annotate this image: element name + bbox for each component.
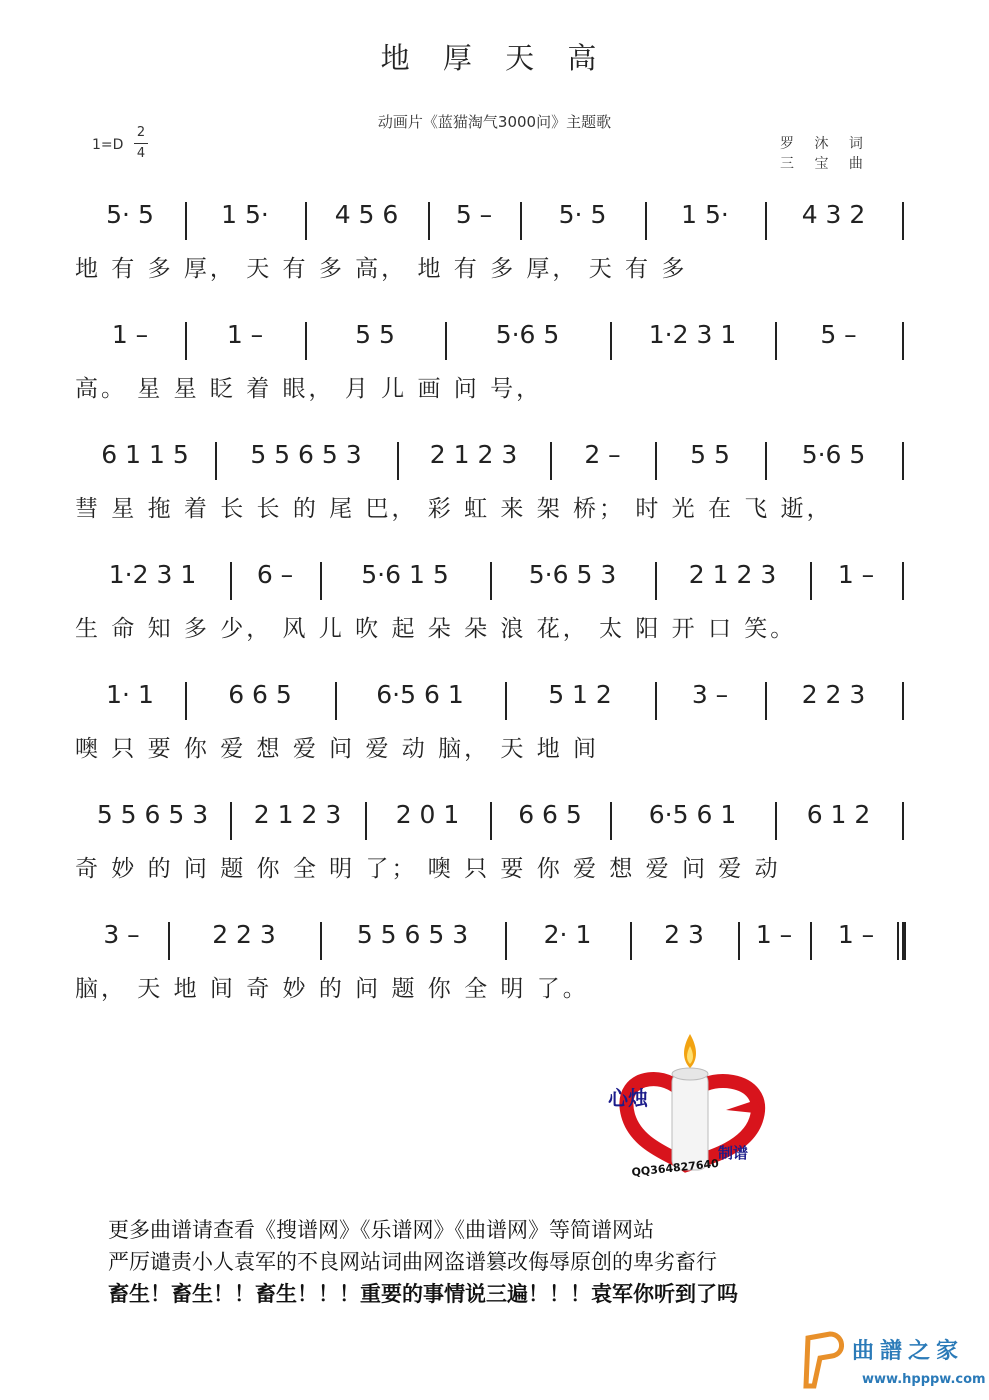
- measure: 1· 1: [106, 680, 154, 709]
- lyrics-line: [75, 370, 905, 404]
- notes-line: [75, 440, 905, 484]
- measure: 1 5·: [221, 200, 269, 229]
- measure: 6 6 5: [228, 680, 292, 709]
- bar-line: [490, 802, 492, 840]
- bar-line: [365, 802, 367, 840]
- bar-line: [230, 562, 232, 600]
- bar-line: [550, 442, 552, 480]
- measure: 5 –: [820, 320, 857, 349]
- measure: 6 1 2: [806, 800, 871, 829]
- notes-line: [75, 200, 905, 244]
- lyrics-line: [75, 970, 905, 1004]
- lyrics-line: [75, 250, 905, 284]
- measure: 6 –: [256, 560, 294, 589]
- lyrics-text: 噢 只 要 你 爱 想 爱 问 爱 动 脑， 天 地 间: [75, 736, 600, 762]
- lyrics-text: 地 有 多 厚， 天 有 多 高， 地 有 多 厚， 天 有 多: [75, 256, 688, 282]
- measure: 2 2 3: [212, 920, 276, 949]
- bar-line: [775, 322, 777, 360]
- lyrics-line: [75, 850, 905, 884]
- final-bar-line: [897, 922, 899, 960]
- bar-line: [230, 802, 232, 840]
- key-signature: 1=D: [92, 137, 124, 153]
- lyrics-text: 彗 星 拖 着 长 长 的 尾 巴， 彩 虹 来 架 桥； 时 光 在 飞 逝，: [75, 496, 833, 522]
- measure: 2 3: [664, 920, 704, 949]
- logo-text-main: 心烛: [608, 1086, 648, 1110]
- measure: 5·6 5: [801, 440, 866, 469]
- lyrics-line: [75, 490, 905, 524]
- measure: 1·2 3 1: [108, 560, 197, 589]
- logo-qq: QQ364827640: [630, 1156, 720, 1179]
- logo-text-side: 制谱: [718, 1144, 749, 1162]
- bar-line: [215, 442, 217, 480]
- measure: 5· 5: [558, 200, 607, 229]
- bar-line: [397, 442, 399, 480]
- measure: 1 –: [226, 320, 264, 349]
- bar-line: [185, 202, 187, 240]
- bar-line: [320, 922, 322, 960]
- measure: 5 1 2: [548, 680, 612, 709]
- bar-line: [645, 202, 647, 240]
- measure: 2 1 2 3: [429, 440, 518, 469]
- score-row: [75, 800, 905, 910]
- measure: 3 –: [103, 920, 140, 949]
- measure: 5 –: [455, 200, 493, 229]
- bar-line: [655, 682, 657, 720]
- bar-line: [428, 202, 430, 240]
- measure: 5·6 5: [495, 320, 560, 349]
- bar-line: [445, 322, 447, 360]
- score-row: [75, 920, 905, 1030]
- measure: 5 5: [355, 320, 395, 349]
- bar-line: [765, 442, 767, 480]
- measure: 6 6 5: [518, 800, 582, 829]
- song-title: 地 厚 天 高: [380, 41, 609, 75]
- time-signature: [132, 124, 150, 163]
- bar-line: [320, 562, 322, 600]
- bar-line: [610, 802, 612, 840]
- time-top: 2: [136, 125, 146, 140]
- measure: 5·6 1 5: [361, 560, 449, 589]
- end-bar-line: [902, 202, 904, 240]
- measure: 2 0 1: [395, 800, 460, 829]
- bar-line: [305, 202, 307, 240]
- end-bar-line: [902, 562, 904, 600]
- lyrics-text: 生 命 知 多 少， 风 儿 吹 起 朵 朵 浪 花， 太 阳 开 口 笑。: [75, 616, 797, 642]
- notes-line: [75, 920, 905, 964]
- song-subtitle: 动画片《蓝猫淘气3000问》主题歌: [377, 113, 612, 131]
- measure: 2 –: [584, 440, 621, 469]
- lyrics-text: 脑， 天 地 间 奇 妙 的 问 题 你 全 明 了。: [75, 976, 589, 1002]
- score-row: [75, 680, 905, 790]
- measure: 5· 5: [106, 200, 154, 229]
- bar-line: [185, 322, 187, 360]
- notes-line: [75, 800, 905, 844]
- bar-line: [655, 442, 657, 480]
- footer-line-3: 畜生！畜生！！畜生！！！重要的事情说三遍！！！袁军你听到了吗: [108, 1282, 738, 1306]
- measure: 2 1 2 3: [688, 560, 777, 589]
- lyrics-line: [75, 610, 905, 644]
- bar-line: [610, 322, 612, 360]
- brand-watermark: [800, 1330, 986, 1392]
- end-bar-line: [902, 442, 904, 480]
- bar-line: [505, 922, 507, 960]
- measure: 5 5: [690, 440, 730, 469]
- measure: 6·5 6 1: [648, 800, 737, 829]
- bar-line: [775, 802, 777, 840]
- lyrics-line: [75, 730, 905, 764]
- footer-line-1: 更多曲谱请查看《搜谱网》《乐谱网》《曲谱网》等简谱网站: [108, 1218, 654, 1242]
- bar-line: [335, 682, 337, 720]
- measure: 5·6 5 3: [528, 560, 617, 589]
- bar-line: [765, 202, 767, 240]
- bar-line: [810, 562, 812, 600]
- measure: 2 2 3: [801, 680, 866, 709]
- measure: 5 5 6 5 3: [356, 920, 469, 949]
- bar-line: [655, 562, 657, 600]
- score-row: [75, 560, 905, 670]
- measure: 4 3 2: [801, 200, 866, 229]
- score-row: [75, 440, 905, 550]
- notes-line: [75, 320, 905, 364]
- measure: 1 –: [837, 560, 875, 589]
- measure: 6·5 6 1: [376, 680, 464, 709]
- bar-line: [630, 922, 632, 960]
- measure: 1·2 3 1: [648, 320, 737, 349]
- bar-line: [738, 922, 740, 960]
- measure: 5 5 6 5 3: [96, 800, 209, 829]
- measure: 1 5·: [681, 200, 729, 229]
- brand-logo-icon: [800, 1330, 850, 1390]
- credits: [780, 134, 871, 174]
- bar-line: [305, 322, 307, 360]
- notes-line: [75, 560, 905, 604]
- measure: 6 1 1 5: [101, 440, 189, 469]
- bar-line: [490, 562, 492, 600]
- candle-logo: [606, 1030, 786, 1180]
- end-bar-line: [902, 322, 904, 360]
- measure: 2· 1: [543, 920, 592, 949]
- end-bar-line: [902, 802, 904, 840]
- time-bottom: 4: [136, 146, 146, 161]
- bar-line: [520, 202, 522, 240]
- lyrics-text: 奇 妙 的 问 题 你 全 明 了； 噢 只 要 你 爱 想 爱 问 爱 动: [75, 856, 781, 882]
- score-row: [75, 200, 905, 310]
- footer-line-2: 严厉谴责小人袁军的不良网站词曲网盗谱篡改侮辱原创的卑劣畜行: [108, 1250, 717, 1274]
- end-bar-line: [902, 682, 904, 720]
- bar-line: [168, 922, 170, 960]
- brand-name: 曲譜之家: [852, 1339, 965, 1364]
- bar-line: [185, 682, 187, 720]
- composer: 三 宝 曲: [780, 156, 871, 172]
- measure: 5 5 6 5 3: [250, 440, 362, 469]
- measure: 3 –: [691, 680, 729, 709]
- lyricist: 罗 沐 词: [780, 136, 871, 152]
- measure: 1 –: [837, 920, 875, 949]
- notes-line: [75, 680, 905, 724]
- score-row: [75, 320, 905, 430]
- lyrics-text: 高。 星 星 眨 着 眼， 月 儿 画 问 号，: [75, 376, 543, 402]
- end-bar-line: [902, 922, 906, 960]
- measure: 2 1 2 3: [253, 800, 342, 829]
- measure: 4 5 6: [334, 200, 399, 229]
- brand-url: www.hpppw.com: [862, 1372, 986, 1387]
- bar-line: [810, 922, 812, 960]
- bar-line: [505, 682, 507, 720]
- bar-line: [765, 682, 767, 720]
- measure: 1 –: [111, 320, 149, 349]
- measure: 1 –: [755, 920, 793, 949]
